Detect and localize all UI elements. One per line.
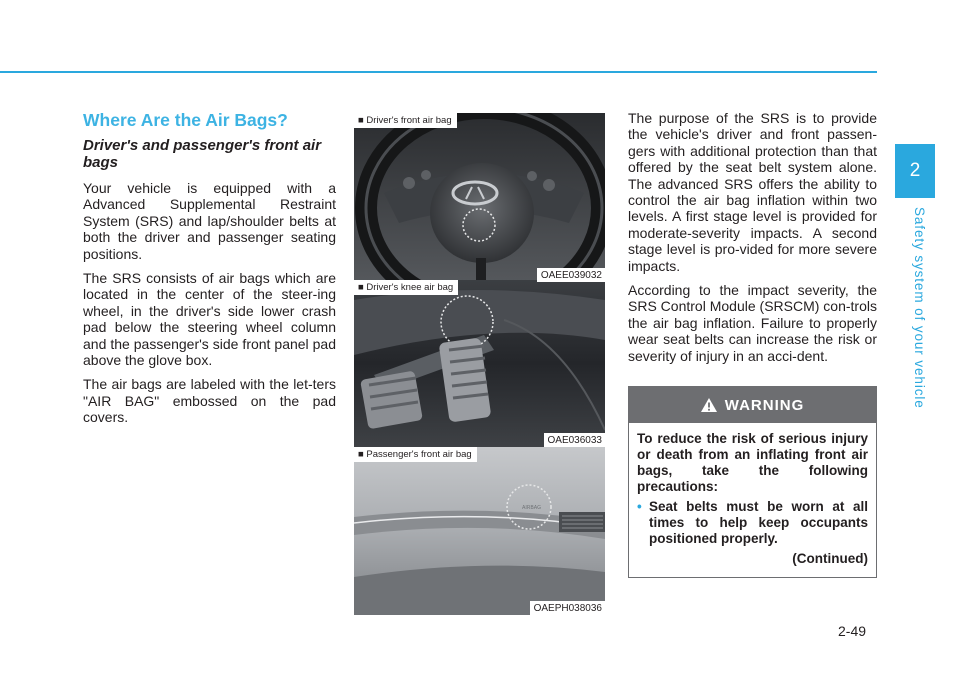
left-column	[83, 110, 336, 434]
paragraph: The purpose of the SRS is to provide the vehicle's driver and front passen-gers with additional protection than that offered by the seat belt system alone. The advanced SRS offers the ability to control the air bag inflation within two levels. A first stage level is provided for moderate-severity impacts. A second stage level is pro-vided for more severe impacts.	[628, 110, 877, 274]
chapter-number: 2	[909, 160, 921, 181]
paragraph: Your vehicle is equipped with a Advanced Supplemental Restraint System (SRS) and lap/shoulder belts at both the driver and passenger seating positions.	[83, 180, 336, 262]
header-rule	[0, 71, 877, 73]
warning-bullet-text: Seat belts must be worn at all times to help keep occupants positioned properly.	[649, 499, 868, 546]
figure-caption: ■ Passenger's front air bag	[354, 447, 477, 462]
page-number: 2-49	[838, 623, 867, 639]
figure-code: OAE036033	[544, 433, 606, 447]
warning-title: WARNING	[724, 396, 805, 414]
sub-heading: Driver's and passenger's front air bags	[83, 137, 322, 171]
steering-wheel-photo	[354, 113, 605, 282]
dashboard-photo	[354, 447, 605, 615]
svg-text:AIRBAG: AIRBAG	[522, 505, 542, 511]
figure-driver-knee-airbag	[354, 280, 605, 447]
right-column	[628, 110, 877, 372]
figure-caption: ■ Driver's knee air bag	[354, 280, 458, 295]
bullet-icon: •	[637, 499, 642, 514]
warning-body	[629, 423, 876, 567]
warning-bullet	[637, 499, 868, 547]
knee-airbag-photo	[354, 280, 605, 447]
figure-driver-front-airbag	[354, 113, 605, 282]
figure-code: OAEPH038036	[530, 601, 605, 615]
paragraph: According to the impact severity, the SRS Control Module (SRSCM) con-trols the air bag inflation. Failure to properly wear seat belts can increase the risk or severity of injury in an acci-dent.	[628, 282, 877, 364]
warning-header	[629, 387, 876, 423]
paragraph: The SRS consists of air bags which are located in the center of the steer-ing wheel, in the driver's side lower crash pad below the steering wheel column and the passenger's side front panel pad above the glove box.	[83, 270, 336, 369]
warning-continued: (Continued)	[792, 551, 868, 566]
section-heading: Where Are the Air Bags?	[83, 110, 288, 130]
chapter-title: Safety system of your vehicle	[912, 207, 927, 409]
figure-code: OAEE039032	[537, 268, 605, 282]
figure-passenger-front-airbag	[354, 447, 605, 615]
figure-caption: ■ Driver's front air bag	[354, 113, 457, 128]
warning-intro: To reduce the risk of serious injury or death from an inflating front air bags, take the following precautions:	[637, 431, 868, 494]
warning-triangle-icon	[701, 398, 717, 412]
chapter-tab[interactable]	[895, 144, 935, 198]
warning-box	[628, 386, 877, 578]
paragraph: The air bags are labeled with the let-ters "AIR BAG" embossed on the pad covers.	[83, 376, 336, 426]
